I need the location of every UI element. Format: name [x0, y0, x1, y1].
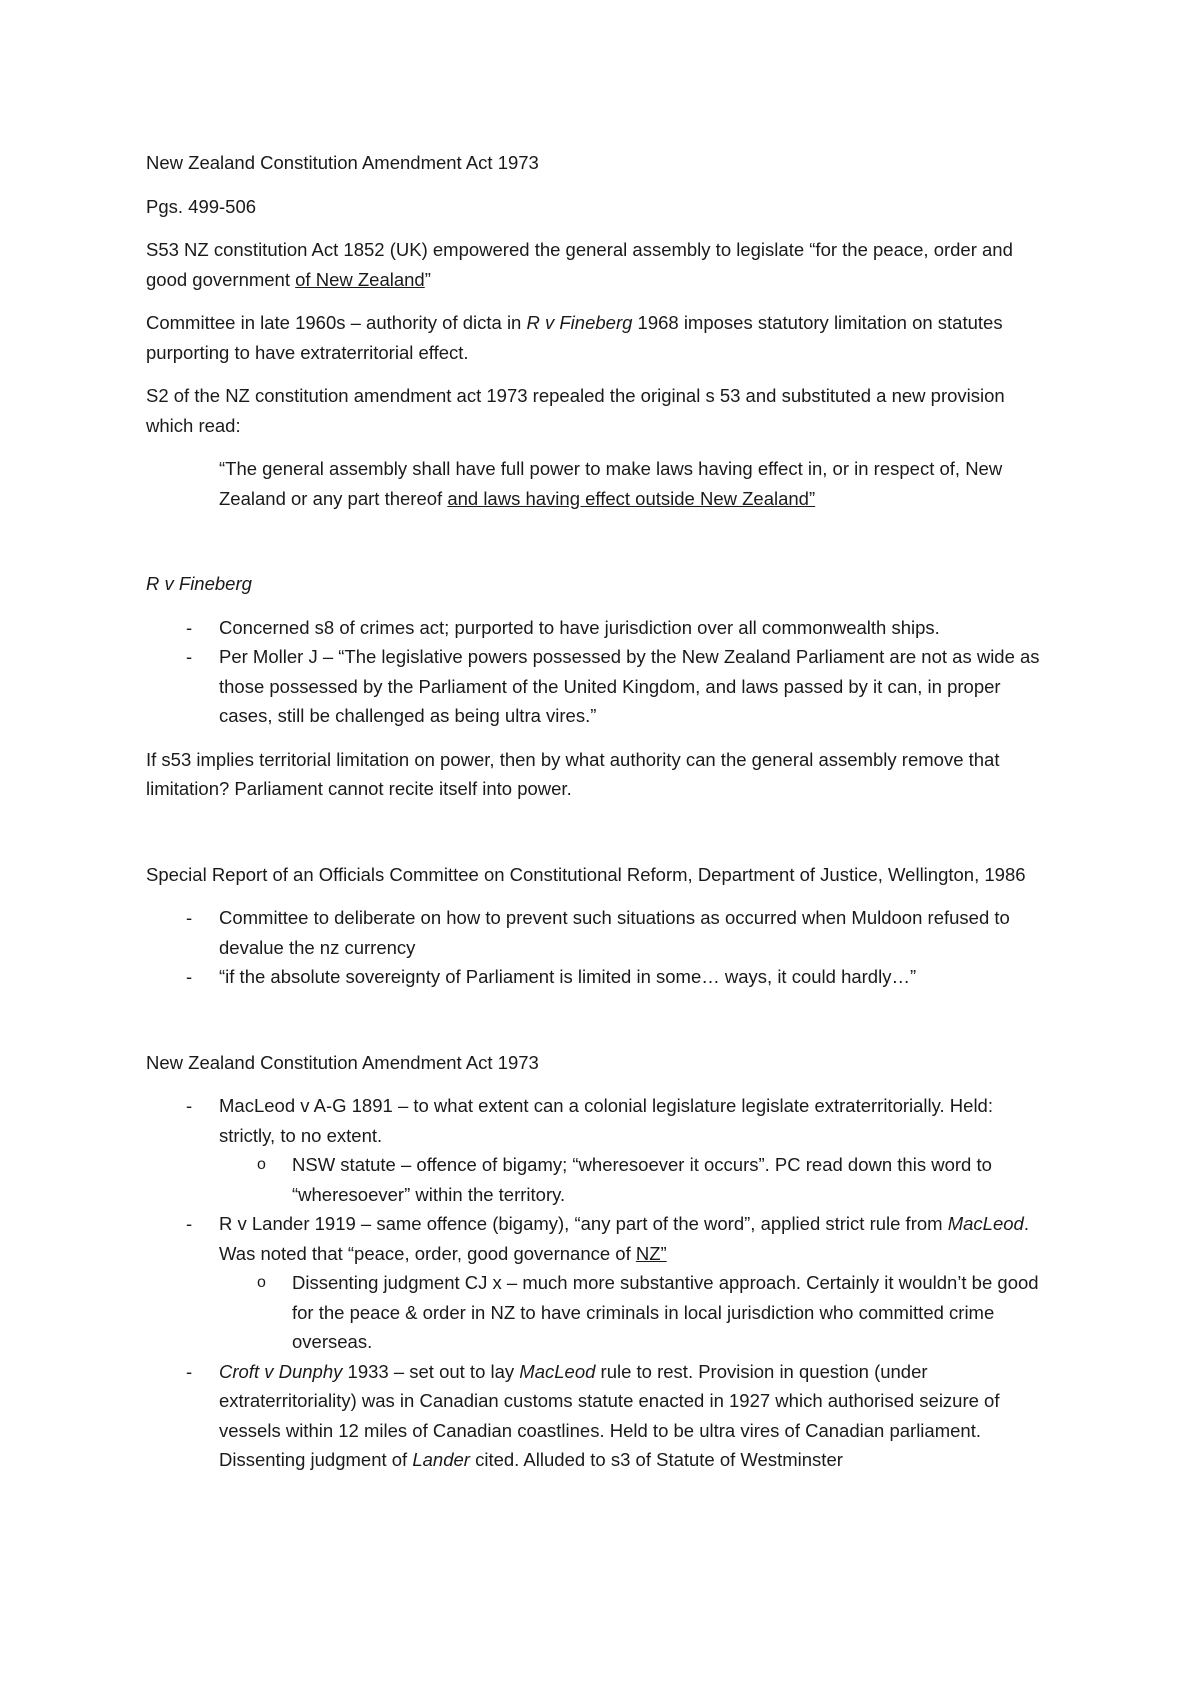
croft-b: rule to rest. Provision in question (under extraterritoriality) was in Canadian customs statute enacted in 1927 which authorised seizure of vessels within 12 miles of Canadian coastlines. Held to be ultra vires of Canadian parliament. Dissenting judgment of [219, 1360, 1000, 1470]
if-s53-paragraph: If s53 implies territorial limitation on power, then by what authority can the general assembly remove that limitation? Parliament cannot recite itself into power. [146, 748, 1000, 799]
special-report-list [146, 903, 1040, 992]
list-item-croft [146, 1357, 1040, 1475]
croft-italic-1: MacLeod [519, 1360, 596, 1382]
quote-text: “The general assembly shall have full power to make laws having effect in, or in respect of, New Zealand or any part thereof [219, 458, 1003, 509]
quote-underlined: and laws having effect outside New Zealand” [447, 487, 816, 509]
s53-paragraph [146, 235, 1040, 294]
list-item: - “if the absolute sovereignty of Parliament is limited in some… ways, it could hardly…” [146, 962, 1040, 992]
lander-italic: MacLeod [947, 1213, 1024, 1234]
sublist-item: o Dissenting judgment CJ x – much more substantive approach. Certainly it wouldn’t be good for the peace & order in NZ to have criminals in local jurisdiction who committed crime overseas. [219, 1268, 1040, 1357]
fineberg-list [146, 613, 1040, 731]
s53-underlined: of New Zealand [295, 268, 425, 290]
s53-end: ” [424, 268, 431, 290]
committee-case: R v Fineberg [526, 312, 633, 333]
committee-post: 1968 imposes statutory limitation on statutes purporting to have extraterritorial effect. [146, 312, 1003, 363]
doc-heading: New Zealand Constitution Amendment Act 1973 [146, 152, 539, 173]
special-report-heading: Special Report of an Officials Committee on Constitutional Reform, Department of Justice, Wellington, 1986 [146, 863, 1026, 885]
list-item: - Per Moller J – “The legislative powers possessed by the New Zealand Parliament are not as wide as those possessed by the Parliament of the United Kingdom, and laws passed by it can, in proper cases, still be challenged as being ultra vires.” [146, 642, 1040, 731]
page-reference: Pgs. 499-506 [146, 195, 257, 217]
croft-c: cited. Alluded to s3 of Statute of Westminster [469, 1449, 843, 1470]
lander-pre: R v Lander 1919 – same offence (bigamy), “any part of the word”, applied strict rule from [219, 1213, 948, 1234]
list-item-macleod [146, 1091, 1040, 1209]
cases-list [146, 1091, 1040, 1475]
macleod-sublist [219, 1150, 1040, 1209]
committee-pre: Committee in late 1960s – authority of dicta in [146, 312, 527, 333]
lander-sublist [219, 1268, 1040, 1357]
committee-paragraph [146, 308, 1040, 367]
doc-heading-2: New Zealand Constitution Amendment Act 1973 [146, 1051, 539, 1073]
macleod-text: MacLeod v A-G 1891 – to what extent can a colonial legislature legislate extraterritorially. Held: strictly, to no extent. [219, 1095, 993, 1146]
lander-mid: . Was noted that “peace, order, good governance of [219, 1213, 1029, 1264]
lander-underlined: NZ” [635, 1242, 667, 1264]
list-item: - Concerned s8 of crimes act; purported to have jurisdiction over all commonwealth ships. [146, 613, 1040, 643]
s53-text: S53 NZ constitution Act 1852 (UK) empowered the general assembly to legislate “for the peace, order and good government [146, 239, 1013, 290]
croft-a: 1933 – set out to lay [342, 1360, 520, 1382]
list-item-lander [146, 1209, 1040, 1357]
croft-case: Croft v Dunphy [219, 1360, 343, 1382]
list-item: - Committee to deliberate on how to prevent such situations as occurred when Muldoon refused to devalue the nz currency [146, 903, 1040, 962]
croft-italic-2: Lander [412, 1449, 470, 1470]
sublist-item: o NSW statute – offence of bigamy; “wheresoever it occurs”. PC read down this word to “wheresoever” within the territory. [219, 1150, 1040, 1209]
quote-block [219, 454, 1040, 513]
s2-paragraph: S2 of the NZ constitution amendment act 1973 repealed the original s 53 and substituted a new provision which read: [146, 385, 1005, 436]
fineberg-heading: R v Fineberg [146, 573, 252, 594]
